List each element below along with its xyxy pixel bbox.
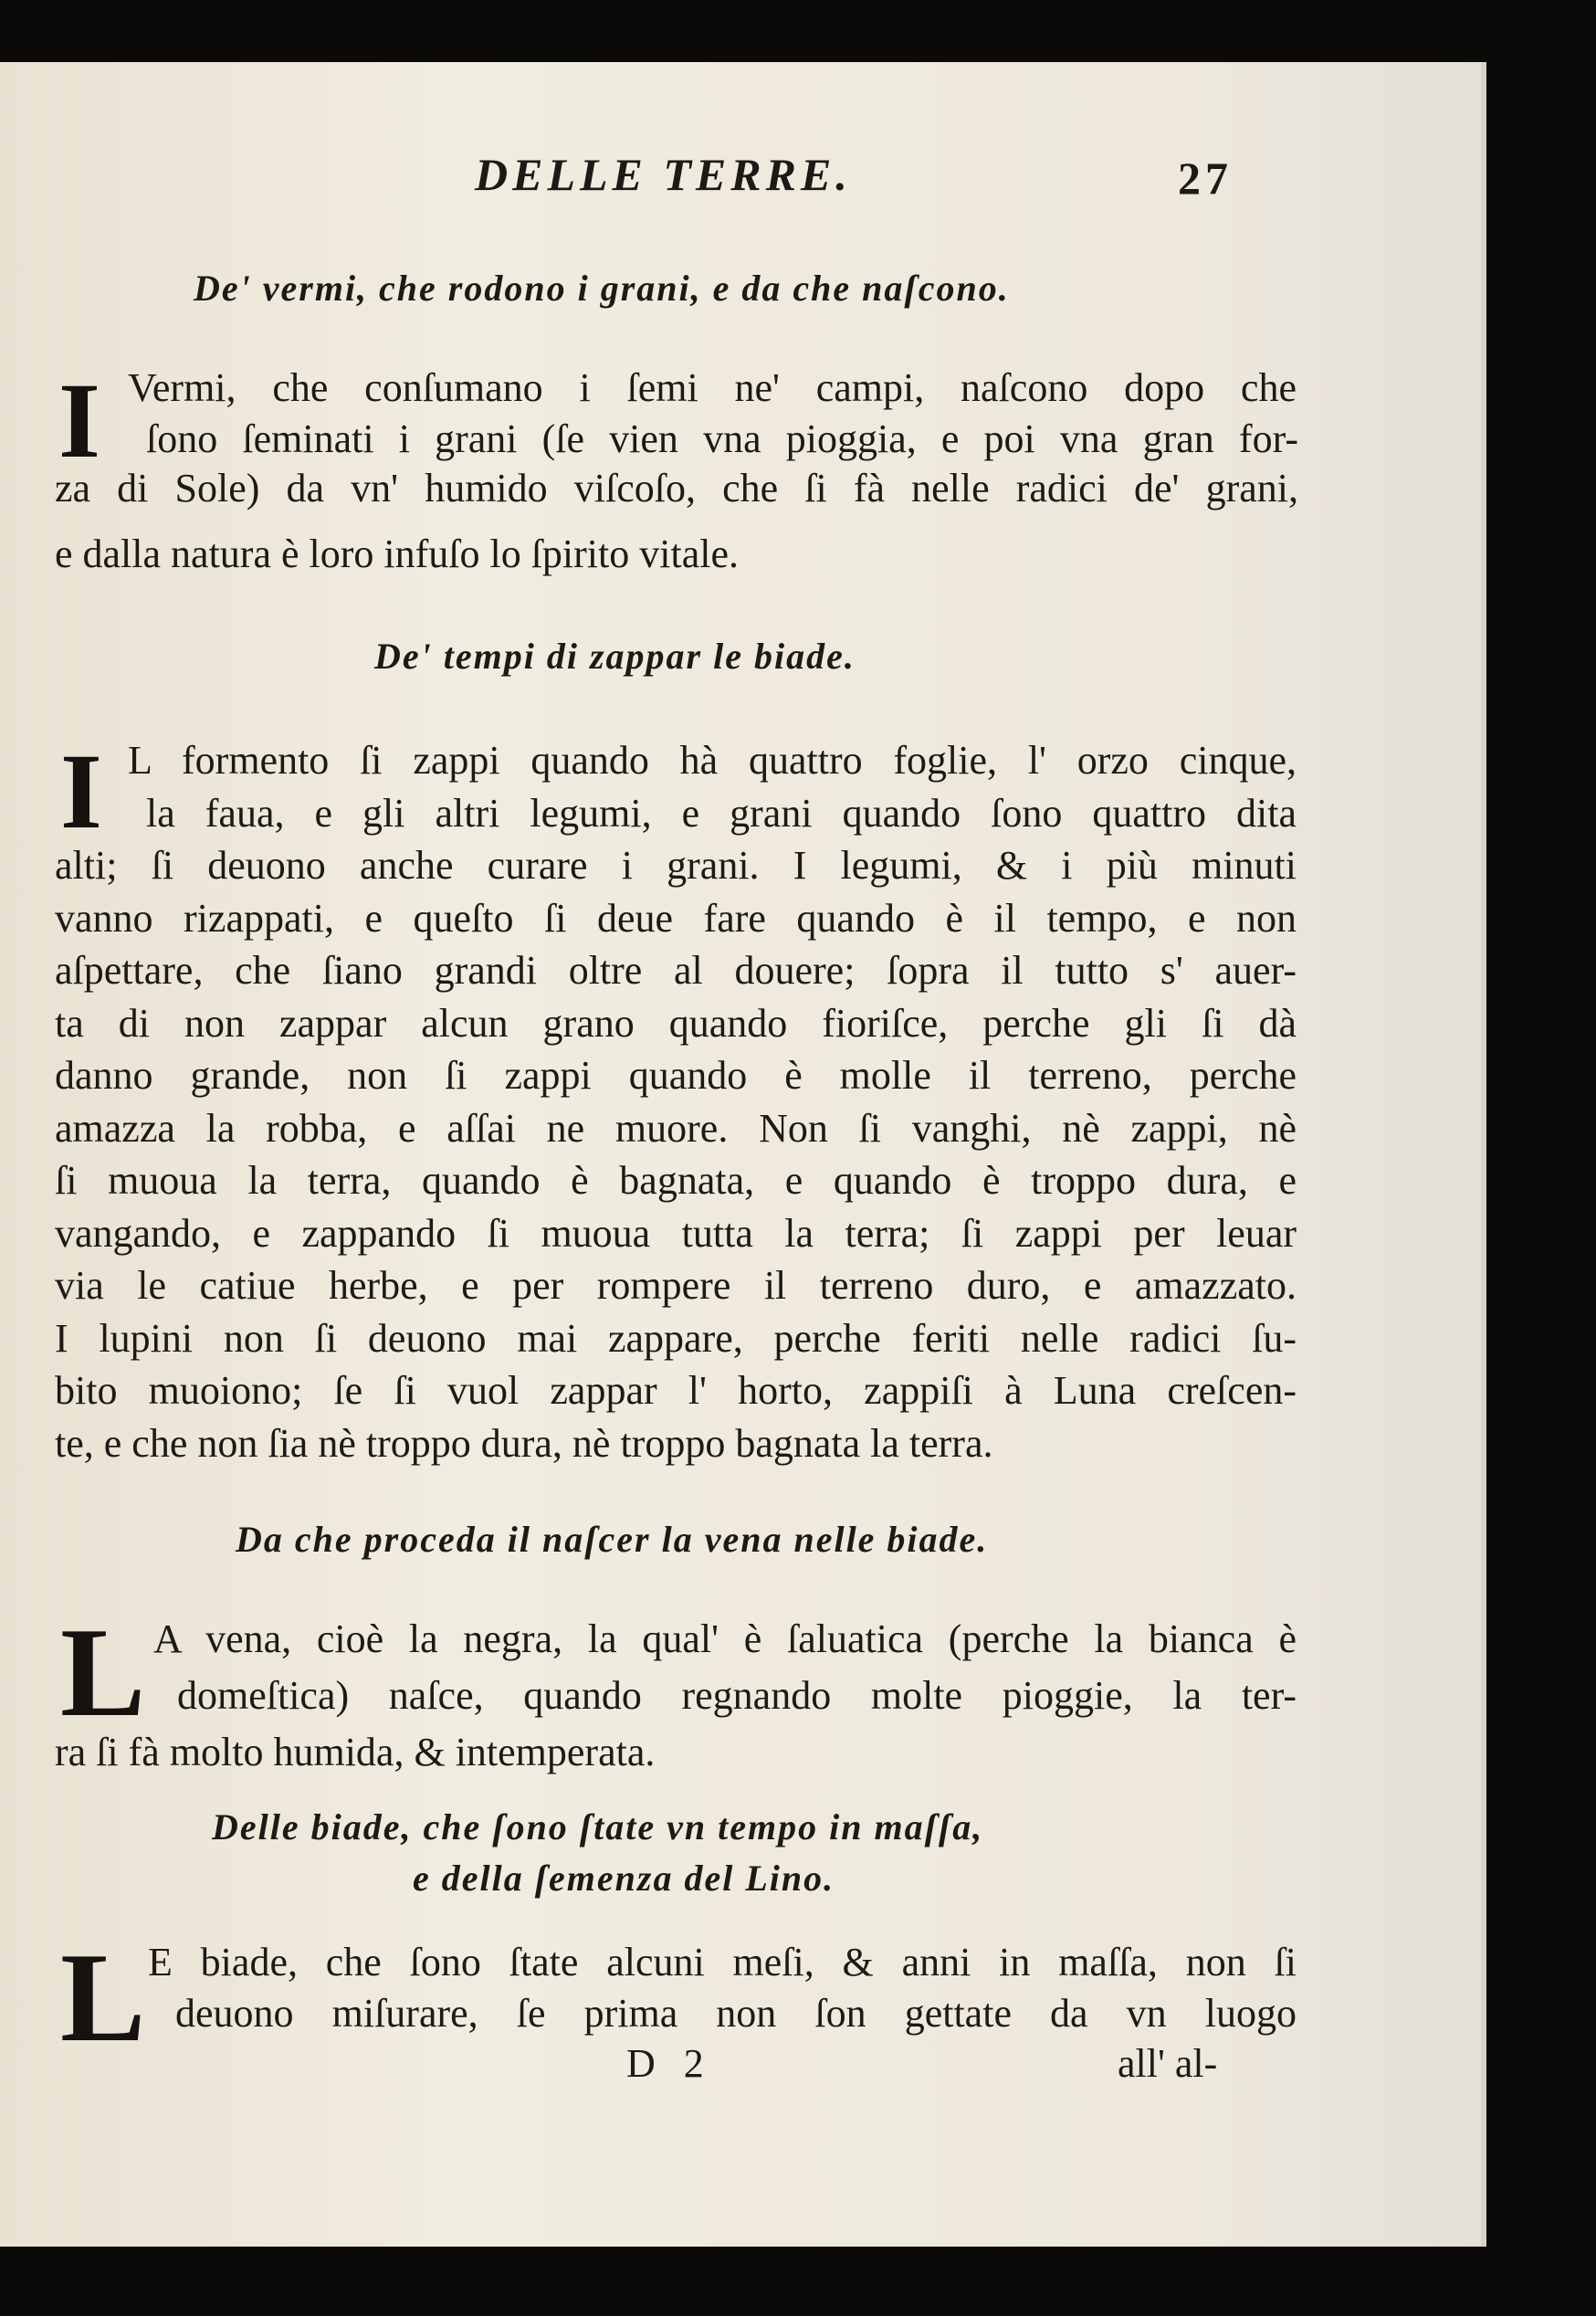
drop-cap: L: [60, 1927, 146, 2069]
text-line: bito muoiono; ſe ſi vuol zappar l' horto, zappiſi à Luna creſcen-: [55, 1368, 1297, 1413]
section-heading: Da che proceda il naſcer la vena nelle biade.: [236, 1519, 989, 1560]
text-line: ſi muoua la terra, quando è bagnata, e quando è troppo dura, e: [55, 1158, 1297, 1203]
text-line: vanno rizappati, e queſto ſi deue fare quando è il tempo, e non: [55, 895, 1297, 941]
drop-cap: L: [60, 1602, 146, 1743]
text-line: I lupini non ſi deuono mai zappare, perche feriti nelle radici ſu-: [55, 1315, 1297, 1361]
text-line: danno grande, non ſi zappi quando è molle il terreno, perche: [55, 1053, 1297, 1098]
section-heading: De' vermi, che rodono i grani, e da che naſcono.: [194, 268, 1010, 309]
section-heading: Delle biade, che ſono ſtate vn tempo in maſſa,: [212, 1806, 984, 1848]
text-line: deuono miſurare, ſe prima non ſon gettate da vn luogo: [175, 1991, 1297, 2036]
text-line: za di Sole) da vn' humido viſcoſo, che ſi fà nelle radici de' grani,: [55, 466, 1298, 511]
page-edge: [1481, 62, 1486, 2247]
catchword: all' al-: [1118, 2041, 1218, 2086]
text-line: Vermi, che conſumano i ſemi ne' campi, naſcono dopo che: [128, 365, 1297, 410]
text-line: ſono ſeminati i grani (ſe vien vna pioggia, e poi vna gran for-: [146, 416, 1298, 461]
page-number: 27: [1178, 153, 1233, 204]
text-line: ta di non zappar alcun grano quando fioriſce, perche gli ſi dà: [55, 1000, 1297, 1046]
text-line: aſpettare, che ſiano grandi oltre al douere; ſopra il tutto s' auer-: [55, 948, 1297, 993]
section-heading: De' tempi di zappar le biade.: [374, 636, 856, 677]
drop-cap: I: [60, 732, 102, 851]
text-line: ra ſi fà molto humida, & intemperata.: [55, 1730, 656, 1774]
text-line: via le catiue herbe, e per rompere il terreno duro, e amazzato.: [55, 1263, 1297, 1308]
running-title: DELLE TERRE.: [475, 149, 852, 200]
text-line: la faua, e gli altri legumi, e grani quando ſono quattro dita: [146, 790, 1297, 836]
text-line: A vena, cioè la negra, la qual' è ſaluatica (perche la bianca è: [153, 1616, 1297, 1661]
text-line: L formento ſi zappi quando hà quattro foglie, l' orzo cinque,: [128, 738, 1297, 783]
text-line: te, e che non ſia nè troppo dura, nè troppo bagnata la terra.: [55, 1420, 993, 1466]
text-line: alti; ſi deuono anche curare i grani. I legumi, & i più minuti: [55, 843, 1297, 888]
text-line: domeſtica) naſce, quando regnando molte pioggie, la ter-: [177, 1673, 1297, 1718]
text-line: E biade, che ſono ſtate alcuni meſi, & anni in maſſa, non ſi: [148, 1940, 1297, 1984]
text-line: vangando, e zappando ſi muoua tutta la terra; ſi zappi per leuar: [55, 1210, 1297, 1256]
text-line: amazza la robba, e aſſai ne muore. Non ſi vanghi, nè zappi, nè: [55, 1105, 1297, 1151]
drop-cap: I: [58, 361, 100, 480]
section-heading-continued: e della ſemenza del Lino.: [413, 1858, 835, 1899]
text-line: e dalla natura è loro infuſo lo ſpirito vitale.: [55, 532, 739, 576]
signature-mark: D 2: [626, 2041, 704, 2086]
